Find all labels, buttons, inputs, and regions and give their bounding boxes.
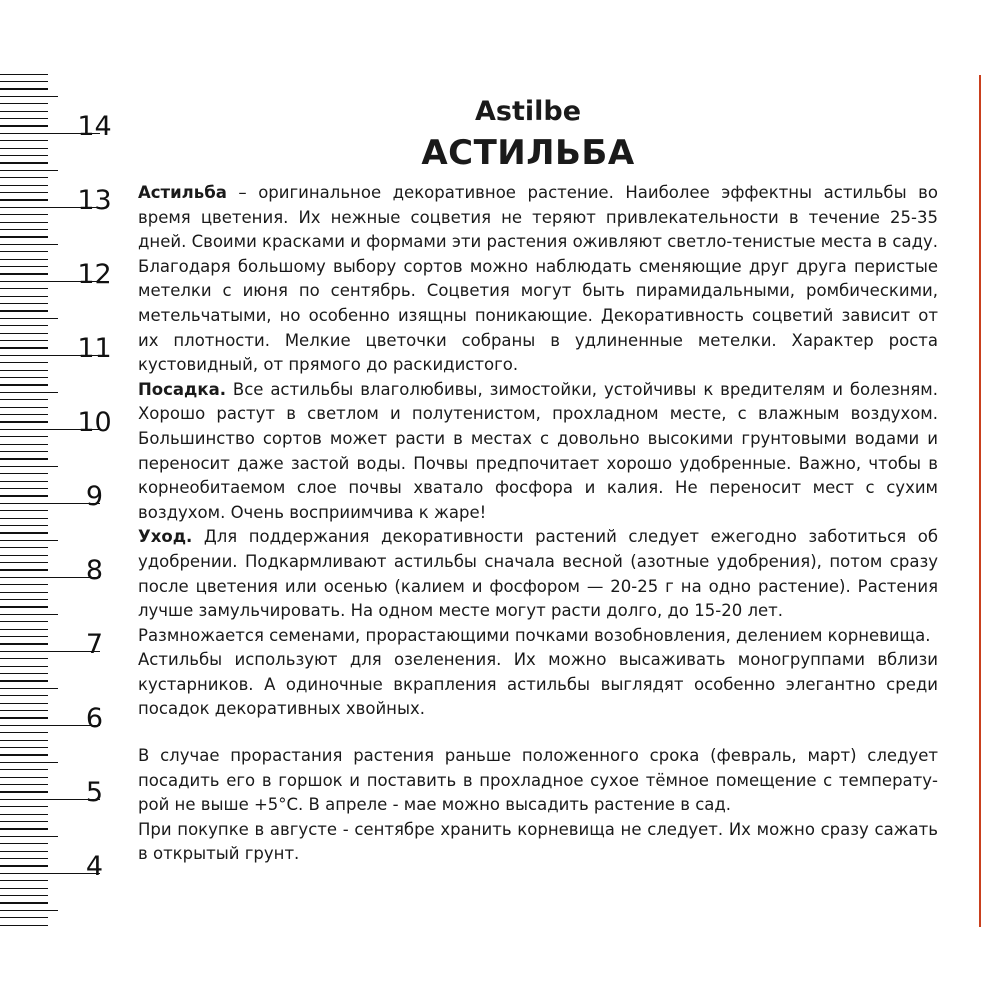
ruler-tick (0, 814, 48, 815)
ruler-tick (0, 96, 58, 97)
ruler-tick (0, 362, 48, 363)
ruler-tick (0, 658, 48, 659)
ruler-tick (0, 88, 48, 89)
ruler-number: 13 (77, 185, 112, 216)
ruler-tick (0, 777, 48, 778)
planting-paragraph (138, 378, 938, 526)
ruler-tick (0, 614, 58, 615)
ruler-tick (0, 222, 48, 223)
intro-paragraph (138, 181, 938, 378)
ruler-tick (0, 740, 48, 741)
ruler-tick (0, 236, 48, 237)
ruler-tick (0, 162, 48, 163)
ruler-tick (0, 895, 48, 896)
intro-text: – оригинальное декоративное растение. Наиболее эффектны астильбы во время цветения. Их нежные соцветия не теряют привлекательности в течение 25-35 дней. Своими красками и формами эти растения оживляют светло-тенистые места в саду. Благодаря большому выбору сортов можно наблюдать сменяющие друг друга перистые метелки с июня по сентябрь. Соцветия могут быть пирамидальными, ромбическими, метельчатыми, но особенно изящны поникающие. Декоративность соцветий зависит от их плотности. Мелкие цветочки собраны в удлиненные метелки. Характер роста кустовидный, от прямого до раскидистого. (138, 183, 938, 375)
article (138, 96, 938, 867)
ruler-tick (0, 710, 48, 711)
ruler-tick (0, 318, 58, 319)
care-text: Для поддержания декоративности растений следует ежегодно заботиться об удобрении. Подкармливают астильбы сначала весной (азотные удобрения), потом сразу после цветения или осенью (калием и фосфором — 20-25 г на одно растение). Растения лучше замульчировать. На одном месте могут расти долго, до 15-20 лет. (138, 527, 938, 621)
ruler-tick (0, 673, 48, 674)
ruler-tick (0, 310, 48, 311)
ruler-tick (0, 199, 48, 200)
ruler-tick (0, 333, 48, 334)
care-paragraph (138, 525, 938, 623)
ruler-tick (0, 584, 48, 585)
ruler-tick (0, 288, 48, 289)
ruler-number: 14 (77, 111, 112, 142)
ruler-tick (0, 266, 48, 267)
ruler-tick (0, 481, 48, 482)
august-purchase-paragraph: При покупке в августе - сентябре хранить корневища не следует. Их можно сразу сажать в открытый грунт. (138, 819, 938, 864)
ruler-tick (0, 370, 48, 371)
ruler-tick (0, 111, 48, 112)
ruler-tick (0, 488, 48, 489)
ruler-tick (0, 843, 48, 844)
title-latin: Astilbe (474, 96, 582, 127)
care-heading: Уход. (138, 527, 193, 547)
ruler-tick (0, 762, 58, 763)
ruler-tick (0, 636, 48, 637)
ruler-tick (0, 629, 48, 630)
ruler-tick (0, 680, 48, 681)
ruler-tick (0, 466, 58, 467)
ruler-tick (0, 125, 48, 126)
ruler-tick (0, 377, 48, 378)
ruler-tick (0, 643, 48, 644)
planting-text: Все астильбы влаголюбивы, зимостойки, устойчивы к вредителям и болезням. Хорошо растут в светлом и полутенистом, прохладном месте, с влажным воздухом. Большинство сортов может расти в местах с довольно высокими грунтовыми водами и переносит даже застой воды. Почвы предпочитает хорошо удобренные. Важно, чтобы в корнеобитаемом слое почвы хватало фосфора и калия. Не переносит мест с сухим воздухом. Очень восприимчива к жаре! (138, 379, 938, 522)
ruler-tick (0, 192, 48, 193)
ruler-number: 4 (85, 851, 104, 882)
ruler-tick (0, 458, 48, 459)
ruler-tick (0, 347, 48, 348)
ruler-tick (0, 695, 48, 696)
propagation-paragraph: Размножается семенами, прорастающими почками возобновления, делением корневища. (138, 625, 931, 645)
ruler-tick (0, 806, 48, 807)
ruler-tick (0, 606, 48, 607)
ruler-tick (0, 888, 48, 889)
ruler-number: 9 (85, 481, 104, 512)
ruler-tick (0, 784, 48, 785)
ruler-tick (0, 902, 48, 903)
ruler-tick (0, 569, 48, 570)
early-sprout-paragraph: В случае прорастания растения раньше положенного срока (февраль, март) следует посадить его в горшок и поставить в прохладное сухое тёмное помещение с температурой не выше +5°С. В апреле - мае можно высадить растение в сад. (138, 746, 938, 815)
ruler-tick (0, 532, 48, 533)
ruler-tick (0, 836, 58, 837)
ruler-tick (0, 732, 48, 733)
ruler-tick (0, 251, 48, 252)
ruler-tick (0, 140, 48, 141)
ruler-tick (0, 436, 48, 437)
ruler-tick (0, 421, 48, 422)
ruler-tick (0, 407, 48, 408)
ruler-tick (0, 444, 48, 445)
ruler-number: 6 (85, 703, 104, 734)
ruler-tick (0, 495, 48, 496)
ruler-number: 5 (85, 777, 104, 808)
ruler-tick (0, 118, 48, 119)
ruler-tick (0, 621, 48, 622)
ruler-tick (0, 688, 58, 689)
ruler-tick (0, 384, 48, 385)
ruler-tick (0, 81, 48, 82)
ruler-tick (0, 555, 48, 556)
ruler-tick (0, 177, 48, 178)
ruler-tick (0, 821, 48, 822)
ruler-number: 7 (85, 629, 104, 660)
paragraph-gap (138, 722, 938, 744)
ruler-tick (0, 754, 48, 755)
ruler-tick (0, 473, 48, 474)
ruler-tick (0, 170, 58, 171)
ruler-tick (0, 414, 48, 415)
ruler-tick (0, 340, 48, 341)
ruler-tick (0, 510, 48, 511)
ruler-tick (0, 828, 48, 829)
ruler-tick (0, 185, 48, 186)
ruler-tick (0, 399, 48, 400)
ruler-tick (0, 562, 48, 563)
ruler-tick (0, 540, 58, 541)
ruler-tick (0, 103, 48, 104)
ruler-tick (0, 244, 58, 245)
right-border-line (979, 75, 981, 927)
ruler-tick (0, 592, 48, 593)
ruler-tick (0, 229, 48, 230)
ruler-tick (0, 296, 48, 297)
usage-paragraph: Астильбы используют для озеленения. Их можно высаживать моногруппами вблизи кустарников. А одиночные вкрапления астильбы выглядят особенно элегантно среди посадок декоративных хвойных. (138, 650, 938, 719)
ruler (0, 0, 112, 1000)
ruler-tick (0, 769, 48, 770)
ruler-tick (0, 518, 48, 519)
ruler-tick (0, 717, 48, 718)
ruler-tick (0, 525, 48, 526)
ruler-tick (0, 917, 48, 918)
ruler-tick (0, 451, 48, 452)
ruler-tick (0, 325, 48, 326)
ruler-tick (0, 747, 48, 748)
ruler-number: 8 (85, 555, 104, 586)
ruler-tick (0, 74, 48, 75)
planting-heading: Посадка. (138, 379, 226, 399)
ruler-number: 11 (77, 333, 112, 364)
ruler-tick (0, 925, 48, 926)
ruler-tick (0, 547, 48, 548)
ruler-tick (0, 599, 48, 600)
ruler-tick (0, 303, 48, 304)
ruler-tick (0, 910, 58, 911)
ruler-number: 12 (77, 259, 112, 290)
ruler-tick (0, 851, 48, 852)
ruler-tick (0, 214, 48, 215)
ruler-tick (0, 703, 48, 704)
ruler-tick (0, 392, 58, 393)
title-cyrillic: АСТИЛЬБА (421, 133, 635, 173)
intro-heading: Астильба (138, 183, 227, 202)
ruler-tick (0, 666, 48, 667)
ruler-tick (0, 155, 48, 156)
ruler-tick (0, 259, 48, 260)
ruler-tick (0, 880, 48, 881)
ruler-tick (0, 858, 48, 859)
ruler-tick (0, 273, 48, 274)
ruler-number: 10 (77, 407, 112, 438)
ruler-tick (0, 148, 48, 149)
ruler-tick (0, 865, 48, 866)
ruler-tick (0, 791, 48, 792)
